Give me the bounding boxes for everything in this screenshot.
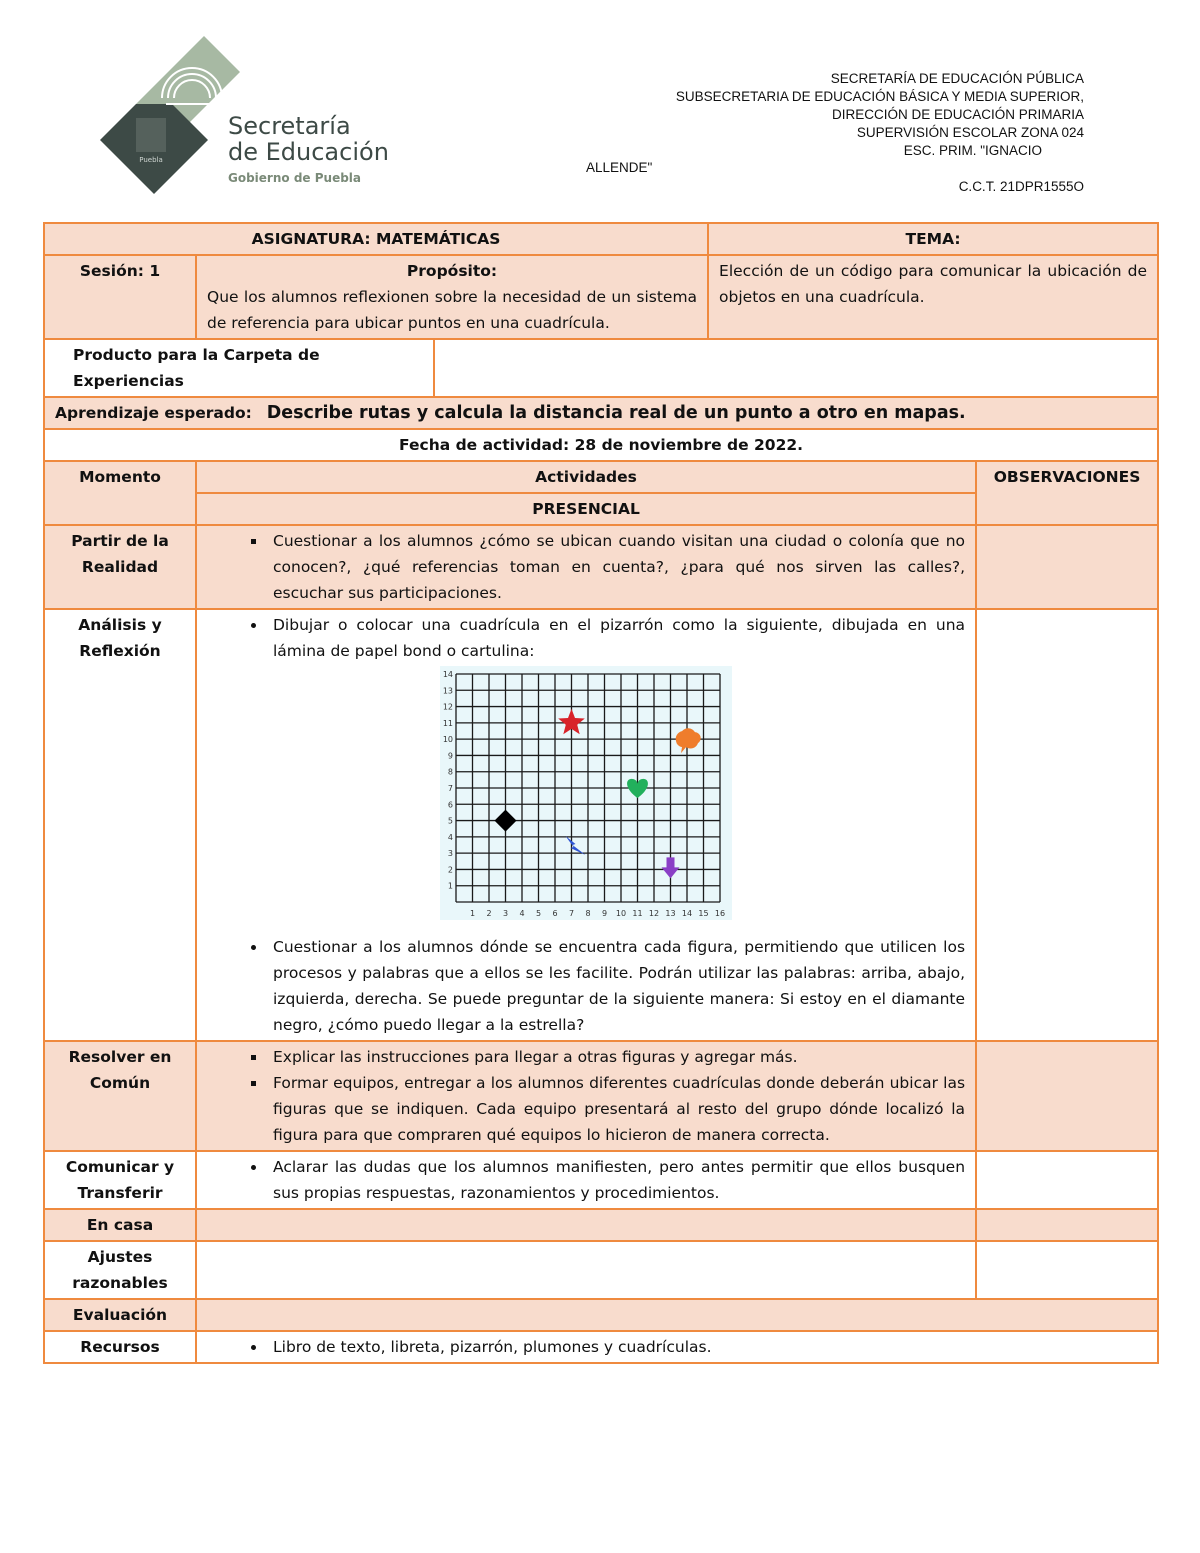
observaciones-encasa xyxy=(976,1209,1158,1241)
x-tick-label: 9 xyxy=(601,909,608,918)
y-tick-label: 9 xyxy=(447,751,454,761)
list-item: • Aclarar las dudas que los alumnos manifiesten, pero antes permitir que ellos busquen sus propias respuestas, razonamientos y procedimientos. xyxy=(267,1154,965,1206)
logo-subtitle: Gobierno de Puebla xyxy=(228,171,362,185)
x-tick-label: 7 xyxy=(568,909,575,918)
actividad-recursos xyxy=(196,1331,1158,1363)
observaciones-ajustes xyxy=(976,1241,1158,1299)
list-item: ▪ Cuestionar a los alumnos ¿cómo se ubican cuando visitan una ciudad o colonía que no conocen?, ¿qué referencias toman en cuenta?, ¿para qué nos sirven las calles?, escuchar sus participaciones. xyxy=(267,528,965,606)
actividad-evaluacion xyxy=(196,1299,1158,1331)
y-tick-label: 11 xyxy=(442,718,454,728)
y-tick-label: 7 xyxy=(447,784,454,793)
fecha-cell: Fecha de actividad: 28 de noviembre de 2022. xyxy=(44,429,1158,461)
tema-label-cell: TEMA: xyxy=(708,223,1158,255)
grid-background xyxy=(440,666,732,920)
y-tick-label: 10 xyxy=(442,735,454,745)
actividad-resolver xyxy=(196,1041,976,1151)
x-tick-label: 14 xyxy=(681,909,693,918)
observaciones-analisis xyxy=(976,609,1158,1041)
y-tick-label: 13 xyxy=(442,686,454,696)
x-tick-label: 15 xyxy=(698,909,709,918)
momento-recursos: Recursos xyxy=(44,1331,196,1363)
y-tick-label: 2 xyxy=(447,865,454,875)
y-tick-label: 14 xyxy=(442,670,454,679)
header-institution xyxy=(560,70,1084,194)
y-tick-label: 1 xyxy=(447,881,454,891)
x-tick-label: 5 xyxy=(535,909,542,918)
secretaria-educacion-logo xyxy=(96,34,396,194)
actividad-comunicar xyxy=(196,1151,976,1209)
x-tick-label: 16 xyxy=(714,909,726,918)
x-tick-label: 4 xyxy=(519,909,525,918)
x-tick-label: 1 xyxy=(469,909,476,918)
producto-label-cell: Producto para la Carpeta de Experiencias xyxy=(44,339,434,397)
header-line: ESC. PRIM. "IGNACIO xyxy=(903,143,1042,158)
observaciones-resolver xyxy=(976,1041,1158,1151)
aprendizaje-cell xyxy=(44,397,1158,429)
actividad-encasa xyxy=(196,1209,976,1241)
momento-resolver: Resolver en Común xyxy=(44,1041,196,1151)
actividad-analisis xyxy=(196,609,976,1041)
aprendizaje-label: Aprendizaje esperado: xyxy=(55,404,252,422)
actividad-partir xyxy=(196,525,976,609)
col-observaciones: OBSERVACIONES xyxy=(976,461,1158,525)
x-tick-label: 3 xyxy=(502,909,509,918)
sesion-cell: Sesión: 1 xyxy=(44,255,196,339)
momento-partir: Partir de la Realidad xyxy=(44,525,196,609)
x-tick-label: 12 xyxy=(648,909,660,918)
logo-line2: de Educación xyxy=(228,138,389,166)
list-item: ▪ Explicar las instrucciones para llegar a otras figuras y agregar más. xyxy=(267,1044,965,1070)
header-line: DIRECCIÓN DE EDUCACIÓN PRIMARIA xyxy=(831,107,1084,122)
list-item: ▪ Formar equipos, entregar a los alumnos diferentes cuadrículas donde deberán ubicar las figuras que se indiquen. Cada equipo presentará al resto del grupo dónde localizó la figura para que compraren qué equipos lo hicieron de manera correcta. xyxy=(267,1070,965,1148)
header-line: SECRETARÍA DE EDUCACIÓN PÚBLICA xyxy=(830,71,1084,86)
momento-analisis: Análisis y Reflexión xyxy=(44,609,196,1041)
svg-text:Puebla: Puebla xyxy=(139,156,163,164)
proposito-label: Propósito: xyxy=(406,262,498,280)
header-line: SUBSECRETARIA DE EDUCACIÓN BÁSICA Y MEDIA SUPERIOR, xyxy=(675,89,1084,104)
momento-ajustes: Ajustes razonables xyxy=(44,1241,196,1299)
momento-comunicar: Comunicar y Transferir xyxy=(44,1151,196,1209)
x-tick-label: 11 xyxy=(632,909,643,918)
y-tick-label: 8 xyxy=(447,767,454,777)
proposito-text: Que los alumnos reflexionen sobre la necesidad de un sistema de referencia para ubicar puntos en una cuadrícula. xyxy=(207,288,698,332)
logo-line1: Secretaría xyxy=(228,112,351,140)
col-actividades: Actividades xyxy=(196,461,976,493)
y-tick-label: 3 xyxy=(447,849,454,859)
list-item: • Libro de texto, libreta, pizarrón, plumones y cuadrículas. xyxy=(267,1334,1147,1360)
presencial-cell: PRESENCIAL xyxy=(196,493,976,525)
tema-text-cell: Elección de un código para comunicar la ubicación de objetos en una cuadrícula. xyxy=(708,255,1158,339)
x-tick-label: 13 xyxy=(665,909,676,918)
list-item: • Dibujar o colocar una cuadrícula en el pizarrón como la siguiente, dibujada en una lámina de papel bond o cartulina: xyxy=(267,612,965,664)
aprendizaje-value: Describe rutas y calcula la distancia real de un punto a otro en mapas. xyxy=(266,403,966,423)
y-tick-label: 4 xyxy=(447,832,454,842)
observaciones-partir xyxy=(976,525,1158,609)
observaciones-comunicar xyxy=(976,1151,1158,1209)
list-item: • Cuestionar a los alumnos dónde se encuentra cada figura, permitiendo que utilicen los procesos y palabras que a ellos se les facilite. Podrán utilizar las palabras: arriba, abajo, izquierda, derecha. Se puede preguntar de la siguiente manera: Si estoy en el diamante negro, ¿cómo puedo llegar a la estrella? xyxy=(267,934,965,1038)
x-tick-label: 10 xyxy=(615,909,627,918)
lesson-plan-table xyxy=(43,222,1159,1364)
producto-value-cell xyxy=(434,339,1158,397)
x-tick-label: 6 xyxy=(552,909,558,918)
x-tick-label: 2 xyxy=(486,909,492,918)
y-tick-label: 5 xyxy=(447,816,454,826)
asignatura-cell: ASIGNATURA: MATEMÁTICAS xyxy=(44,223,708,255)
col-momento: Momento xyxy=(44,461,196,525)
actividad-ajustes xyxy=(196,1241,976,1299)
y-tick-label: 12 xyxy=(442,702,454,712)
momento-encasa: En casa xyxy=(44,1209,196,1241)
header-cct: C.C.T. 21DPR1555O xyxy=(958,179,1084,194)
header-allende: ALLENDE" xyxy=(586,160,653,175)
coordinate-grid-chart xyxy=(440,666,732,920)
header-line: SUPERVISIÓN ESCOLAR ZONA 024 xyxy=(856,125,1084,140)
grid-figure xyxy=(207,664,965,934)
x-tick-label: 8 xyxy=(585,909,591,918)
proposito-cell xyxy=(196,255,708,339)
y-tick-label: 6 xyxy=(447,800,454,810)
momento-evaluacion: Evaluación xyxy=(44,1299,196,1331)
